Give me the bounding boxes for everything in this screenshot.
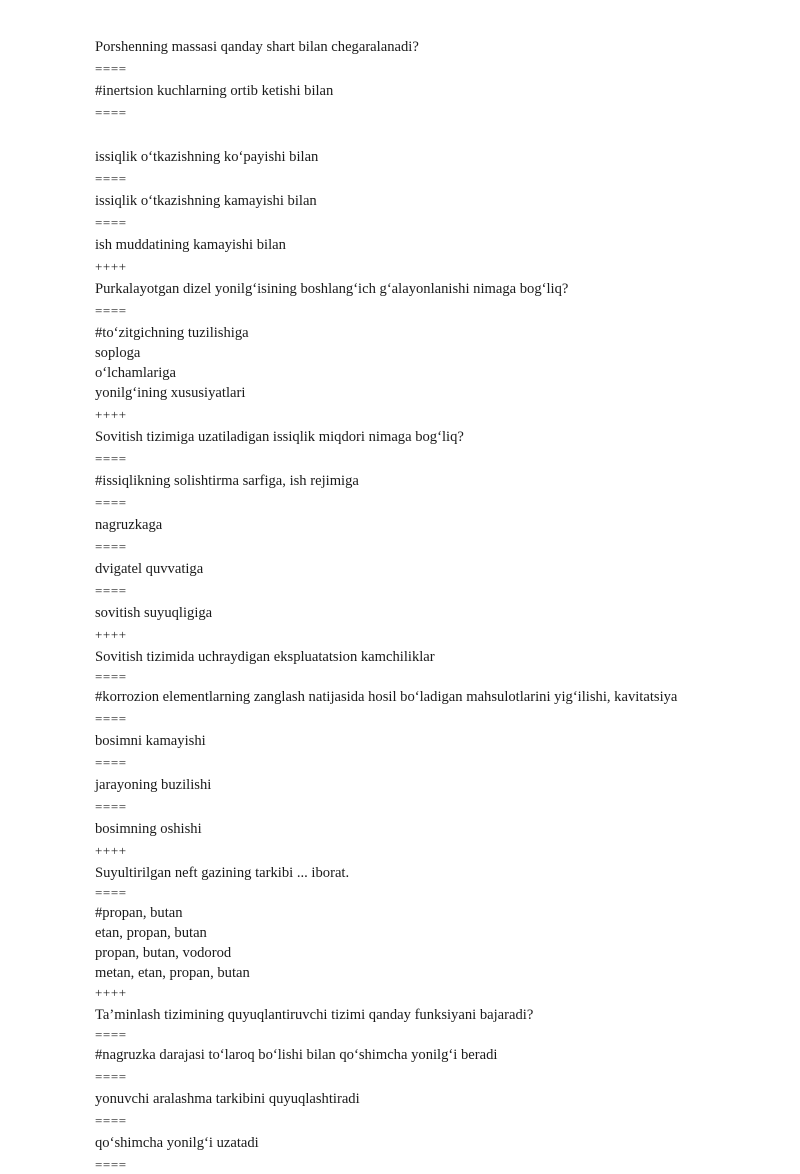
separator-line: ==== [95,799,127,814]
question-block [95,1006,785,1174]
separator-line: ==== [95,885,127,900]
separator-line: ==== [95,539,127,554]
separator-line: ==== [95,451,127,466]
separator-line: ++++ [95,259,127,274]
answer-line: qo‘shimcha yonilg‘i uzatadi [95,1135,259,1151]
answer-line: yonilg‘ining xususiyatlari [95,385,246,401]
answer-line: yonuvchi aralashma tarkibini quyuqlashtiradi [95,1091,360,1107]
answer-line: o‘lchamlariga [95,365,177,381]
question-text: Purkalayotgan dizel yonilg‘isining boshlang‘ich g‘alayonlanishi nimaga bog‘liq? [95,281,569,297]
answer-line: dvigatel quvvatiga [95,561,204,577]
separator-line: ==== [95,303,127,318]
answer-line: #inertsion kuchlarning ortib ketishi bilan [95,83,334,99]
answer-line: #issiqlikning solishtirma sarfiga, ish rejimiga [95,473,359,489]
separator-line: ++++ [95,843,127,858]
answer-line: #propan, butan [95,905,183,921]
answer-line: metan, etan, propan, butan [95,965,250,981]
answer-line: #korrozion elementlarning zanglash natijasida hosil bo‘ladigan mahsulotlarini yig‘ilishi, kavitatsiya [95,689,678,705]
separator-line: ==== [95,105,127,120]
answer-line: etan, propan, butan [95,925,207,941]
separator-line: ==== [95,215,127,230]
question-block [95,648,785,860]
separator-line: ==== [95,61,127,76]
separator-line: ==== [95,171,127,186]
question-text: Sovitish tizimida uchraydigan ekspluatatsion kamchiliklar [95,649,435,665]
separator-line: ==== [95,711,127,726]
document-page [95,38,785,1174]
separator-line: ==== [95,583,127,598]
separator-line: ==== [95,1069,127,1084]
answer-line: bosimni kamayishi [95,733,206,749]
answer-line: nagruzkaga [95,517,163,533]
answer-line: jarayoning buzilishi [95,777,212,793]
separator-line: ==== [95,1027,127,1042]
question-text: Porshenning massasi qanday shart bilan chegaralanadi? [95,39,419,55]
answer-line: sovitish suyuqligiga [95,605,213,621]
answer-line: #to‘zitgichning tuzilishiga [95,325,249,341]
separator-line: ++++ [95,627,127,642]
separator-line: ==== [95,495,127,510]
separator-line: ==== [95,1157,127,1172]
answer-line: bosimning oshishi [95,821,202,837]
answer-line: soploga [95,345,141,361]
answer-line: propan, butan, vodorod [95,945,232,961]
question-block [95,864,785,1002]
answer-line: issiqlik o‘tkazishning ko‘payishi bilan [95,149,319,165]
answer-line: #nagruzka darajasi to‘laroq bo‘lishi bilan qo‘shimcha yonilg‘i beradi [95,1047,498,1063]
answer-line: ish muddatining kamayishi bilan [95,237,286,253]
question-block [95,428,785,644]
separator-line: ++++ [95,985,127,1000]
question-block [95,280,785,424]
separator-line: ==== [95,755,127,770]
answer-line: issiqlik o‘tkazishning kamayishi bilan [95,193,317,209]
separator-line: ==== [95,669,127,684]
separator-line: ==== [95,1113,127,1128]
question-text: Suyultirilgan neft gazining tarkibi ... iborat. [95,865,350,881]
question-block [95,38,785,276]
question-text: Ta’minlash tizimining quyuqlantiruvchi tizimi qanday funksiyani bajaradi? [95,1007,534,1023]
separator-line: ++++ [95,407,127,422]
blank-line [95,126,785,144]
question-text: Sovitish tizimiga uzatiladigan issiqlik miqdori nimaga bog‘liq? [95,429,464,445]
